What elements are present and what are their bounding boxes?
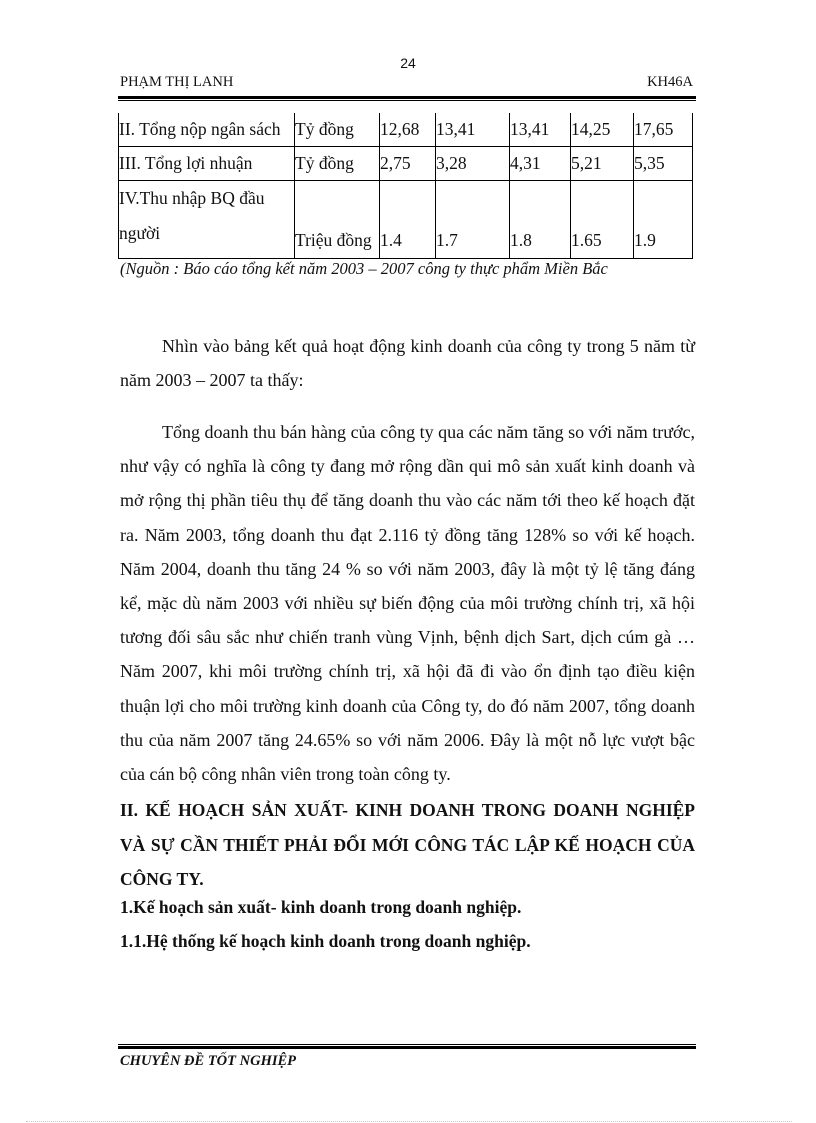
results-table — [118, 113, 693, 259]
row-label: IV.Thu nhập BQ đầu người — [119, 181, 295, 259]
row-unit: Tỷ đồng — [295, 147, 380, 181]
table-row — [119, 147, 693, 181]
page-edge-line — [26, 1121, 792, 1122]
table-cell: 3,28 — [436, 147, 510, 181]
row-unit: Triệu đồng — [295, 181, 380, 259]
table-cell: 1.7 — [436, 181, 510, 259]
row-label: III. Tổng lợi nhuận — [119, 147, 295, 181]
table-cell: 1.65 — [571, 181, 634, 259]
table-cell: 4,31 — [510, 147, 571, 181]
row-label: II. Tổng nộp ngân sách — [119, 113, 295, 147]
page-number: 24 — [400, 55, 416, 71]
row-unit: Tỷ đồng — [295, 113, 380, 147]
table-cell: 1.4 — [380, 181, 436, 259]
table-row — [119, 181, 693, 259]
header-class-code: KH46A — [647, 74, 693, 90]
table-cell: 13,41 — [510, 113, 571, 147]
subheading-1-1: 1.1.Hệ thống kế hoạch kinh doanh trong doanh nghiệp. — [120, 931, 531, 951]
table-cell: 2,75 — [380, 147, 436, 181]
table-cell: 12,68 — [380, 113, 436, 147]
section-heading: II. KẾ HOẠCH SẢN XUẤT- KINH DOANH TRONG DOANH NGHIỆP VÀ SỰ CẦN THIẾT PHẢI ĐỔI MỚI CÔNG TÁC LẬP KẾ HOẠCH CỦA CÔNG TY. — [120, 800, 695, 889]
table-cell: 17,65 — [634, 113, 693, 147]
subheading-1: 1.Kế hoạch sản xuất- kinh doanh trong doanh nghiệp. — [120, 897, 522, 917]
page-footer: CHUYÊN ĐỀ TỐT NGHIỆP — [120, 1053, 297, 1069]
table-cell: 13,41 — [436, 113, 510, 147]
analysis-paragraph: Tổng doanh thu bán hàng của công ty qua các năm tăng so với năm trước, như vậy có nghĩa là công ty đang mở rộng dần qui mô sản xuất kinh doanh và mở rộng thị phần tiêu thụ để tăng doanh thu vào các năm tới theo kế hoạch đặt ra. Năm 2003, tổng doanh thu đạt 2.116 tỷ đồng tăng 128% so với kế hoạch. Năm 2004, doanh thu tăng 24 % so với năm 2003, đây là một tỷ lệ tăng đáng kể, mặc dù năm 2003 với nhiều sự biến động của môi trường chính trị, xã hội tương đối sâu sắc như chiến tranh vùng Vịnh, bệnh dịch Sart, dịch cúm gà … Năm 2007, khi môi trường chính trị, xã hội đã đi vào ổn định tạo điều kiện thuận lợi cho môi trường kinh doanh của Công ty, do đó năm 2007, tổng doanh thu của năm 2007 tăng 24.65% so với năm 2006. Đây là một nỗ lực vượt bậc của cán bộ công nhân viên trong toàn công ty. — [120, 422, 695, 785]
table-cell: 1.8 — [510, 181, 571, 259]
table-cell: 5,35 — [634, 147, 693, 181]
table-row — [119, 113, 693, 147]
intro-paragraph: Nhìn vào bảng kết quả hoạt động kinh doanh của công ty trong 5 năm từ năm 2003 – 2007 ta thấy: — [120, 336, 695, 391]
source-note: (Nguồn : Báo cáo tổng kết năm 2003 – 2007 công ty thực phẩm Miền Bắc — [120, 259, 608, 278]
header-author: PHẠM THỊ LANH — [120, 74, 234, 90]
table-cell: 5,21 — [571, 147, 634, 181]
page-header — [120, 74, 693, 96]
footer-rule — [118, 1044, 696, 1049]
table-cell: 14,25 — [571, 113, 634, 147]
header-rule — [118, 96, 696, 101]
table-cell: 1.9 — [634, 181, 693, 259]
